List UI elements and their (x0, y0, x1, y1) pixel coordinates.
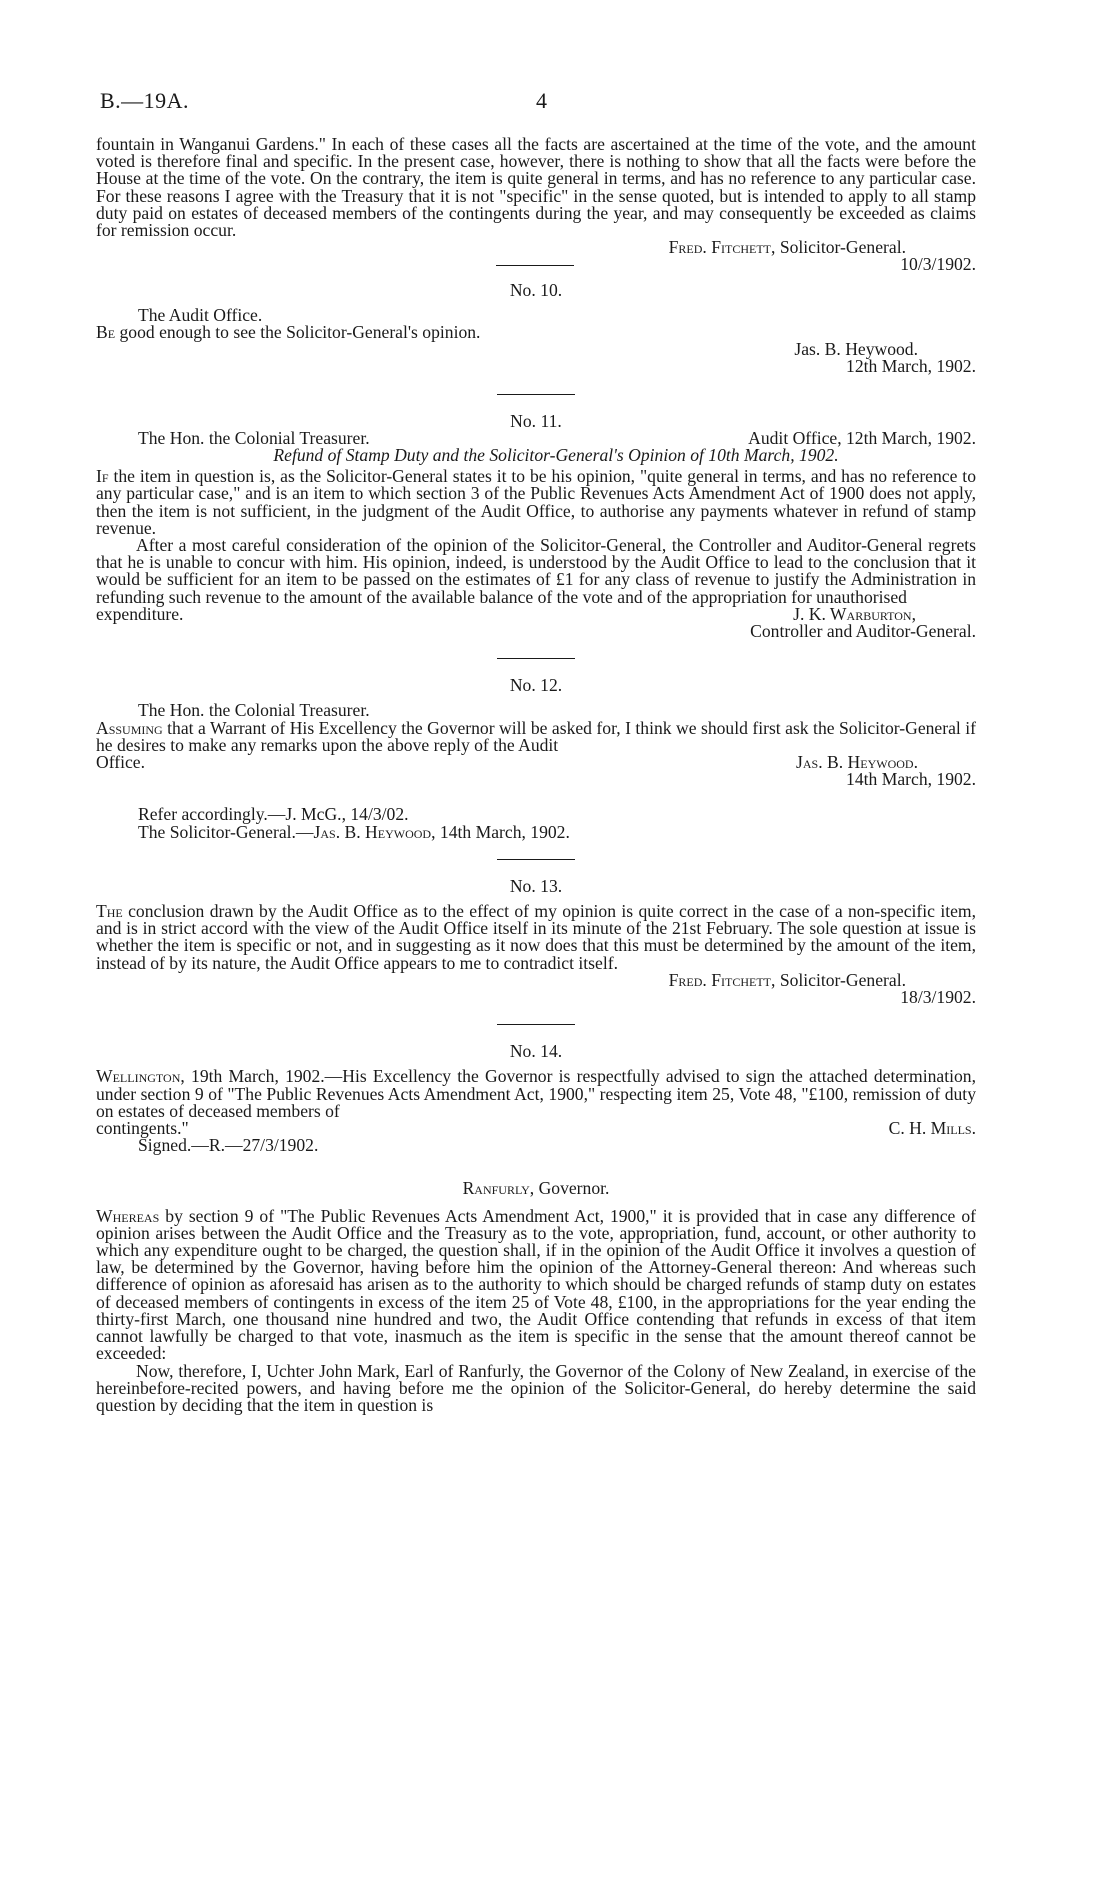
no12-minute-1: Refer accordingly.—J. McG., 14/3/02. (138, 804, 409, 825)
no14-body (96, 1068, 976, 1120)
no11-lead: If (96, 466, 109, 487)
intro-signature-name: Fred. Fitchett, (668, 237, 776, 258)
no12-body (96, 717, 976, 755)
page-number: 4 (536, 88, 547, 113)
determination-para1-text: by section 9 of "The Public Revenues Acts Amendment Act, 1900," it is provided that in case any difference of opinion arises between the Audit Office and the Treasury as to the vote, appropriation, fund, account, or other authority to which any expenditure ought to be charged, the question shall, if in the opinion of the Audit Office it involves a question of law, be determined by the Governor, having before him the opinion of the Attorney-General thereon: And whereas such difference of opinion as aforesaid has arisen as to the authority to which should be charged refunds of stamp duty on estates of deceased members of contingents in excess of the item 25 of Vote 48, £100, in the appropriations for the year ending the thirty-first March, one thousand nine hundred and two, the Audit Office contending that refunds in excess of that item cannot lawfully be charged to that vote, inasmuch as the item is specific in the sense that the amount thereof cannot be exceeded: (96, 1205, 976, 1364)
no10-signature: Jas. B. Heywood. (794, 339, 918, 360)
no11-paragraph-1 (96, 468, 976, 537)
no12-lead: Assuming (96, 717, 163, 738)
no12-date: 14th March, 1902. (846, 769, 976, 790)
no11-para1-text: the item in question is, as the Solicitor-General states it to be his opinion, "quite general in terms, and has no reference to any particular case," and is an item to which section 3 of the Public Revenues Acts Amendment Act of 1900 does not apply, then the item is not sufficient, in the judgment of the Audit Office, to authorise any payments whatever in refund of stamp revenue. (96, 466, 976, 538)
governor-name: Ranfurly, (462, 1178, 535, 1199)
intro-signature (96, 239, 976, 256)
no14-signed: Signed.—R.—27/3/1902. (138, 1135, 319, 1156)
no12-address: The Hon. the Colonial Treasurer. (138, 700, 370, 721)
no12-minute-2 (96, 821, 976, 842)
no12-minute-2-date: 14th March, 1902. (439, 821, 570, 842)
no11-signature: J. K. Warburton, (793, 603, 916, 624)
no13-signature-name: Fred. Fitchett, (668, 969, 776, 990)
no12-minute-2-name: Jas. B. Heywood, (313, 821, 436, 842)
no14-body-text: 19th March, 1902.—His Excellency the Governor is respectfully advised to sign the attached determination, under section 9 of "The Public Revenues Acts Amendment Act, 1900," respecting item 25, Vote 48, "£100, remission of duty on estates of deceased members of (96, 1066, 976, 1121)
governor-heading (96, 1180, 976, 1197)
no10-lead: Be (96, 322, 116, 343)
heading-no-10: No. 10. (509, 279, 563, 300)
heading-no-12: No. 12. (509, 675, 563, 696)
no11-signature-title: Controller and Auditor-General. (750, 621, 976, 642)
no11-para2-last: expenditure. (96, 603, 184, 624)
page-header (96, 88, 976, 122)
no13-signature (96, 969, 976, 990)
document-page (96, 88, 976, 1415)
no11-place-date: Audit Office, 12th March, 1902. (748, 427, 976, 448)
determination-paragraph-1 (96, 1205, 976, 1364)
no13-date: 18/3/1902. (900, 987, 976, 1008)
determination-lead: Whereas (96, 1205, 160, 1226)
intro-date: 10/3/1902. (900, 254, 976, 275)
no10-address: The Audit Office. (138, 304, 263, 325)
no10-body-text: good enough to see the Solicitor-General's opinion. (119, 322, 481, 343)
no12-body-last: Office. (96, 752, 146, 773)
no12-signature: Jas. B. Heywood. (796, 752, 918, 773)
no12-minute-2-prefix: The Solicitor-General.— (138, 821, 314, 842)
heading-no-13: No. 13. (509, 875, 563, 896)
no14-body-last: contingents." (96, 1118, 189, 1139)
heading-no-14: No. 14. (509, 1041, 563, 1062)
paper-reference: B.—19A. (100, 88, 190, 113)
intro-signature-title: Solicitor-General. (779, 237, 906, 258)
section-divider (496, 265, 574, 266)
no13-signature-title: Solicitor-General. (779, 969, 906, 990)
governor-title: Governor. (538, 1178, 610, 1199)
no13-body (96, 903, 976, 972)
no14-lead: Wellington, (96, 1066, 185, 1087)
heading-no-11: No. 11. (510, 410, 562, 431)
intro-paragraph: fountain in Wanganui Gardens." In each of these cases all the facts are ascertained at the time of the vote, and the amount voted is therefore final and specific. In the present case, however, there is nothing to show that all the facts were before the House at the time of the vote. On the contrary, the item is quite general in terms, and has no reference to any particular case. For these reasons I agree with the Treasury that it is not "specific" in the sense quoted, but is intended to apply to all stamp duty paid on estates of deceased members of the contingents during the year, and may consequently be exceeded as claims for remission occur. (96, 134, 976, 241)
no12-body-text: that a Warrant of His Excellency the Governor will be asked for, I think we should first ask the Solicitor-General if he desires to make any remarks upon the above reply of the Audit (96, 717, 976, 755)
no11-paragraph-2: After a most careful consideration of the opinion of the Solicitor-General, the Controller and Auditor-General regrets that he is unable to concur with him. His opinion, indeed, is understood by the Audit Office to lead to the conclusion that it would be sufficient for an item to be passed on the estimates of £1 for any class of revenue to justify the Administration in refunding such revenue to the amount of the available balance of the vote and of the appropriation for unauthorised (96, 535, 976, 607)
no10-date: 12th March, 1902. (846, 356, 976, 377)
no11-address: The Hon. the Colonial Treasurer. (138, 427, 370, 448)
no13-lead: The (96, 901, 123, 922)
no14-signature: C. H. Mills. (888, 1118, 976, 1139)
no13-body-text: conclusion drawn by the Audit Office as to the effect of my opinion is quite correct in the case of a non-specific item, and is in strict accord with the view of the Audit Office itself in its minute of the 21st February. The sole question at issue is whether the item is specific or not, and in suggesting as it now does that this must be determined by the amount of the item, instead of by its nature, the Audit Office appears to me to contradict itself. (96, 901, 976, 973)
determination-paragraph-2: Now, therefore, I, Uchter John Mark, Earl of Ranfurly, the Governor of the Colony of New Zealand, in exercise of the hereinbefore-recited powers, and having before me the opinion of the Solicitor-General, do hereby determine the said question by deciding that the item in question is (96, 1360, 976, 1415)
no11-subject: Refund of Stamp Duty and the Solicitor-General's Opinion of 10th March, 1902. (273, 445, 839, 466)
